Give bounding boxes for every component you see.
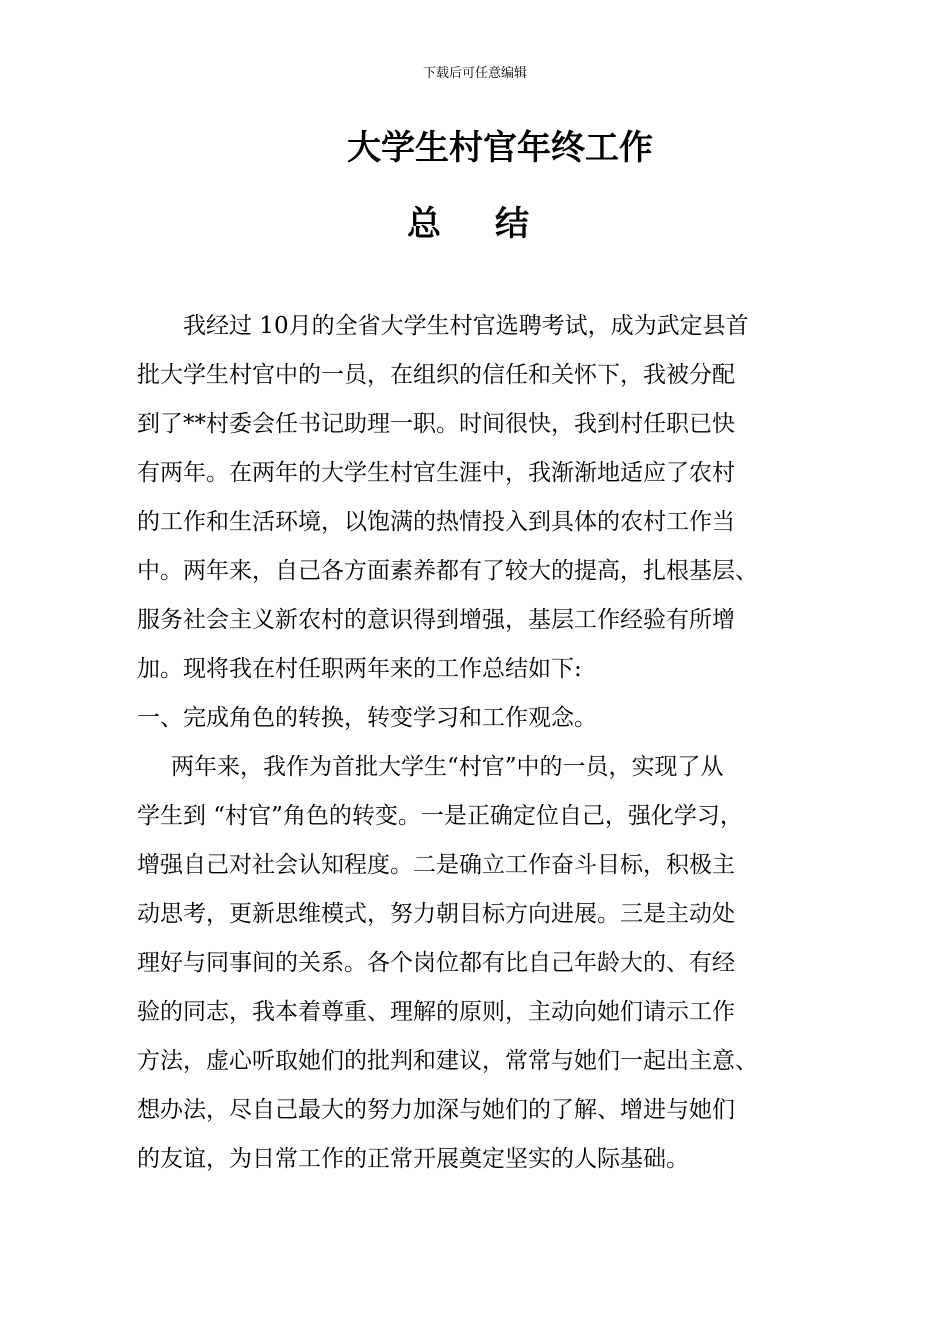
body-line: 的工作和生活环境，以饱满的热情投入到具体的农村工作当 <box>137 509 735 535</box>
body-line: 批大学生村官中的一员，在组织的信任和关怀下，我被分配 <box>137 362 735 388</box>
body-line: 想办法，尽自己最大的努力加深与她们的了解、增进与她们 <box>137 1097 735 1123</box>
body-line: 到了**村委会任书记助理一职。时间很快，我到村任职已快 <box>137 411 735 437</box>
header-note: 下载后可任意编辑 <box>422 66 527 81</box>
document-title-line-1: 大学生村官年终工作 <box>347 128 653 168</box>
body-line: 有两年。在两年的大学生村官生涯中，我渐渐地适应了农村 <box>137 460 735 486</box>
body-line: 两年来，我作为首批大学生“村官”中的一员，实现了从 <box>171 754 724 780</box>
document-body <box>137 302 837 1184</box>
body-line: 服务社会主义新农村的意识得到增强，基层工作经验有所增 <box>137 607 735 633</box>
body-line: 我经过 10月的全省大学生村官选聘考试，成为武定县首 <box>183 313 749 339</box>
document-title-line-2: 总结 <box>407 204 583 244</box>
body-line: 理好与同事间的关系。各个岗位都有比自己年龄大的、有经 <box>137 950 735 976</box>
section-heading: 一、完成角色的转换，转变学习和工作观念。 <box>137 705 597 731</box>
body-line: 增强自己对社会认知程度。二是确立工作奋斗目标，积极主 <box>137 852 735 878</box>
body-line: 中。两年来，自己各方面素养都有了较大的提高，扎根基层、 <box>137 558 758 584</box>
body-line: 学生到 “村官”角色的转变。一是正确定位自己，强化学习， <box>137 803 743 829</box>
body-line: 的友谊，为日常工作的正常开展奠定坚实的人际基础。 <box>137 1146 689 1172</box>
body-line: 加。现将我在村任职两年来的工作总结如下: <box>137 656 582 682</box>
body-line: 动思考，更新思维模式，努力朝目标方向进展。三是主动处 <box>137 901 735 927</box>
body-line: 验的同志，我本着尊重、理解的原则，主动向她们请示工作 <box>137 999 735 1025</box>
body-line: 方法，虚心听取她们的批判和建议，常常与她们一起出主意、 <box>137 1048 758 1074</box>
